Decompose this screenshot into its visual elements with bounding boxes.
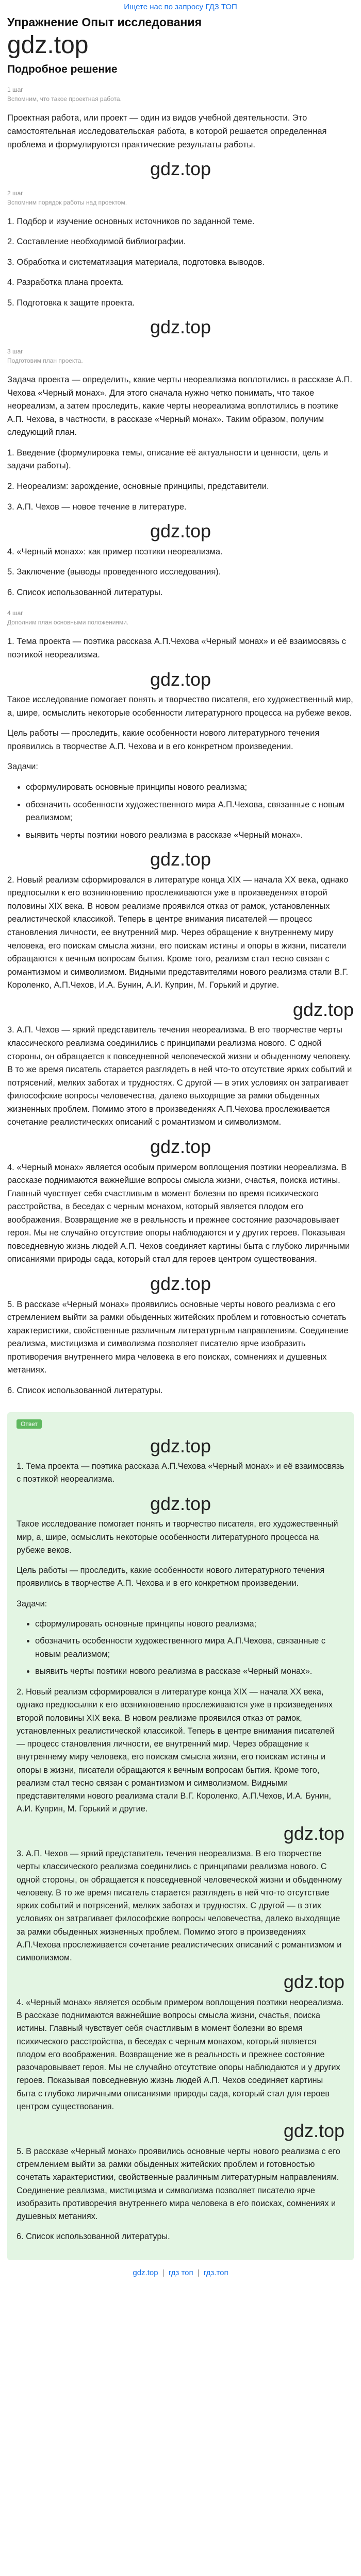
step-paragraph: Задача проекта — определить, какие черты неореализма воплотились в рассказе А.П. Чехова «Черный монах». Для этого сначала нужно четко понимать, что такое неореализм, а затем проследить, какие черты неореализма воплотились в поэтике А.П. Чехова, в частности, в рассказе «Черный монах». Таким образом, получим следующий план. [7, 375, 352, 437]
tasks-label: Задачи: [7, 762, 38, 772]
step-label: 4 шаг [7, 609, 23, 617]
step-paragraph: 1. Тема проекта — поэтика рассказа А.П.Чехова «Черный монах» и её взаимосвязь с поэтикой неореализма. [7, 637, 347, 659]
step-paragraph: 4. «Черный монах»: как пример поэтики неореализма. [7, 547, 223, 556]
footer-link-gdz-top[interactable]: gdz.top [133, 2268, 158, 2277]
step-description: Дополним план основными положениями. [7, 619, 129, 626]
watermark: gdz.top [150, 1273, 211, 1295]
page-title: Упражнение Опыт исследования [7, 15, 202, 29]
step-paragraph: 5. Заключение (выводы проведенного исследования). [7, 567, 221, 577]
task-list [7, 781, 354, 842]
watermark: gdz.top [150, 158, 211, 180]
top-bar [0, 0, 361, 13]
step-2 [7, 190, 354, 337]
footer-separator: | [162, 2268, 165, 2277]
step-1 [7, 86, 354, 179]
answer-paragraph: 6. Список использованной литературы. [17, 2232, 170, 2242]
footer-link-gdz-dot-top[interactable]: гдз.топ [203, 2268, 228, 2277]
step-paragraph: 6. Список использованной литературы. [7, 587, 163, 597]
task-item: • сформулировать основные принципы нового реализма; [35, 1618, 344, 1631]
watermark: gdz.top [150, 1435, 211, 1456]
answer-paragraph: 1. Тема проекта — поэтика рассказа А.П.Чехова «Черный монах» и её взаимосвязь с поэтикой неореализма. [17, 1462, 344, 1484]
task-item: • обозначить особенности художественного мира А.П.Чехова, связанные с новым реализмом; [35, 1635, 344, 1661]
step-paragraph: 5. Подготовка к защите проекта. [7, 298, 135, 308]
task-item: • обозначить особенности художественного мира А.П.Чехова, связанные с новым реализмом; [26, 799, 354, 825]
step-label: 1 шаг [7, 86, 23, 94]
step-paragraph: 4. Разработка плана проекта. [7, 278, 124, 287]
step-paragraph: 3. Обработка и систематизация материала, подготовка выводов. [7, 257, 265, 267]
answer-paragraph: 5. В рассказе «Черный монах» проявились основные черты нового реализма с его стремлением выйти за рамки обыденных житейских проблем и готовностью сочетать характеристики, свойственные различным литературным направлениям. Соединение реализма, мистицизма и символизма позволяет писателю ярче изобразить противоречия внутреннего мира человека в его поисках, сомнениях и душевных метаниях. [17, 2146, 340, 2222]
watermark: gdz.top [150, 668, 211, 690]
step-description: Вспомним, что такое проектная работа. [7, 95, 122, 103]
step-paragraph: Проектная работа, или проект — один из видов учебной деятельности. Это самостоятельная исследовательская работа, в которой решается определенная проблема и формулируются практические результаты работы. [7, 113, 327, 149]
step-paragraph: 2. Неореализм: зарождение, основные принципы, представители. [7, 482, 269, 492]
watermark: gdz.top [150, 1136, 211, 1157]
footer [7, 2260, 354, 2285]
step-paragraph: 1. Подбор и изучение основных источников по заданной теме. [7, 216, 255, 226]
step-paragraph: 5. В рассказе «Черный монах» проявились основные черты нового реализма с его стремлением выйти за рамки обыденных житейских проблем и готовностью сочетать характеристики, свойственные различным литературным направлениям. Соединение реализма, мистицизма и символизма позволяет писателю ярче изобразить противоречия внутреннего мира человека в его поисках, сомнениях и душевных метаниях. [7, 1299, 349, 1375]
step-4 [7, 609, 354, 1397]
task-item: • выявить черты поэтики нового реализма в рассказе «Черный монах». [35, 1665, 344, 1679]
task-list [17, 1618, 344, 1679]
watermark: gdz.top [150, 316, 211, 338]
step-paragraph: 2. Новый реализм сформировался в литературе конца XIX — начала XX века, однако предпосылки к его возникновению прослеживаются уже в произведениях второй половины XIX века. В новом реализме проявился отказ от рамок, установленных реалистической классикой. Теперь в центре внимания писателей — процесс становления личности, ее внутренний мир. Через обращение к внутреннему миру человека, его поискам смысла жизни, его поискам истины и опоры в жизни, писатели обращаются к вечным вопросам бытия. Кроме того, реализм стал тесно связан с романтизмом и символизмом. Видными представителями нового реализма стали В.Г. Короленко, А.П.Чехов, И.А. Бунин, А.И. Куприн, М. Горький и другие. [7, 875, 349, 990]
watermark: gdz.top [283, 1822, 344, 1844]
search-query-link[interactable]: Ищете нас по запросу ГДЗ ТОП [124, 2, 237, 11]
watermark: gdz.top [292, 998, 354, 1020]
answer-paragraph: Такое исследование помогает понять и творчество писателя, его художественный мир, а, шире, осмыслить некоторые особенности литературного процесса на рубеже веков. [17, 1519, 338, 1555]
footer-link-gdz-top-cyrillic[interactable]: гдз топ [168, 2268, 193, 2277]
footer-separator: | [197, 2268, 200, 2277]
tasks-label: Задачи: [17, 1599, 47, 1608]
answer-block [7, 1412, 354, 2260]
watermark: gdz.top [150, 849, 211, 870]
answer-label: Ответ [17, 1419, 42, 1429]
page-content [0, 15, 361, 2285]
site-watermark: gdz.top [7, 31, 89, 59]
step-paragraph: Такое исследование помогает понять и творчество писателя, его художественный мир, а, шире, осмыслить некоторые особенности литературного процесса на рубеже веков. [7, 695, 353, 718]
answer-paragraph: 2. Новый реализм сформировался в литературе конца XIX — начала XX века, однако предпосылки к его возникновению прослеживаются уже в произведениях второй половины XIX века. В новом реализме проявился отказ от рамок, установленных реалистической классикой. Теперь в центре внимания писателей — процесс становления личности, ее внутренний мир. Через обращение к внутреннему миру человека, его поискам смысла жизни, его поискам истины и опоры в жизни, писатели обращаются к вечным вопросам бытия. Кроме того, реализм стал тесно связан с романтизмом и символизмом. Видными представителями нового реализма стали В.Г. Короленко, А.П.Чехов, И.А. Бунин, А.И. Куприн, М. Горький и другие. [17, 1687, 335, 1814]
step-description: Подготовим план проекта. [7, 357, 83, 365]
watermark: gdz.top [283, 2120, 344, 2142]
answer-paragraph: 3. А.П. Чехов — яркий представитель течения неореализма. В его творчестве черты классического реализма соединились с принципами реализма нового. С одной стороны, он обращается к повседневной человеческой жизни и обыденному человеку. В то же время писатель старается разглядеть в ней что-то отсутствие ярких событий и потрясений, мелких заботах и трудностях. С другой — в этих условиях он затрагивает философские вопросы человечества, далеко выходящие за рамки обыденных жизненных проблем. Помимо этого в произведениях А.П.Чехова прослеживается сочетание реалистических описаний с романтизмом и символизмом. [17, 1849, 342, 1963]
solution-subtitle: Подробное решение [7, 63, 118, 76]
task-item: • выявить черты поэтики нового реализма в рассказе «Черный монах». [26, 829, 354, 842]
step-3 [7, 348, 354, 599]
watermark: gdz.top [150, 520, 211, 542]
step-paragraph: 2. Составление необходимой библиографии. [7, 237, 186, 247]
step-paragraph: Цель работы — проследить, какие особенности нового литературного течения проявились в творчестве А.П. Чехова и в его конкретном произведении. [7, 728, 320, 751]
step-paragraph: 6. Список использованной литературы. [7, 1386, 163, 1396]
task-item: • сформулировать основные принципы нового реализма; [26, 781, 354, 794]
step-paragraph: 1. Введение (формулировка темы, описание её актуальности и ценности, цель и задачи работы). [7, 448, 328, 471]
step-paragraph: 3. А.П. Чехов — яркий представитель течения неореализма. В его творчестве черты классического реализма соединились с принципами реализма нового. С одной стороны, он обращается к повседневной человеческой жизни и обыденному человеку. В то же время писатель старается разглядеть в ней что-то отсутствие ярких событий и потрясений, мелких заботах и трудностях. С другой — в этих условиях он затрагивает философские вопросы человечества, далеко выходящие за рамки обыденных жизненных проблем. Помимо этого в произведениях А.П.Чехова прослеживается сочетание реалистических описаний с романтизмом и символизмом. [7, 1025, 352, 1127]
answer-paragraph: Цель работы — проследить, какие особенности нового литературного течения проявились в творчестве А.П. Чехова и в его конкретном произведении. [17, 1566, 325, 1588]
answer-paragraph: 4. «Черный монах» является особым примером воплощения поэтики неореализма. В рассказе поднимаются важнейшие вопросы смысла жизни, счастья, поиска истины. Главный чувствует себя счастливым в момент болезни во время психического расстройства, в беседах с черным монахом, который является плодом его воображения. Возвращение же в реальность и прежнее состояние разочаровывает героя. Мы не случайно отсутствие опоры наблюдаются и у других героев. Показывая повседневную жизнь людей А.П. Чехов соединяет картины быта с глубоко лиричными описаниями природы сада, который стал для героев центром существования. [17, 1997, 344, 2111]
step-label: 3 шаг [7, 348, 23, 355]
watermark: gdz.top [150, 1493, 211, 1514]
step-label: 2 шаг [7, 189, 23, 197]
watermark: gdz.top [283, 1971, 344, 1993]
step-paragraph: 3. А.П. Чехов — новое течение в литературе. [7, 502, 187, 512]
step-description: Вспомним порядок работы над проектом. [7, 198, 127, 206]
step-paragraph: 4. «Черный монах» является особым примером воплощения поэтики неореализма. В рассказе поднимаются важнейшие вопросы смысла жизни, счастья, поиска истины. Главный чувствует себя счастливым в момент болезни во время психического расстройства, в беседах с черным монахом, который является плодом его воображения. Возвращение же в реальность и прежнее состояние разочаровывает героя. Мы не случайно отсутствие опоры наблюдаются и у других героев. Показывая повседневную жизнь людей А.П. Чехов соединяет картины быта с глубоко лиричными описаниями природы сада, который стал для героев центром существования. [7, 1162, 350, 1264]
